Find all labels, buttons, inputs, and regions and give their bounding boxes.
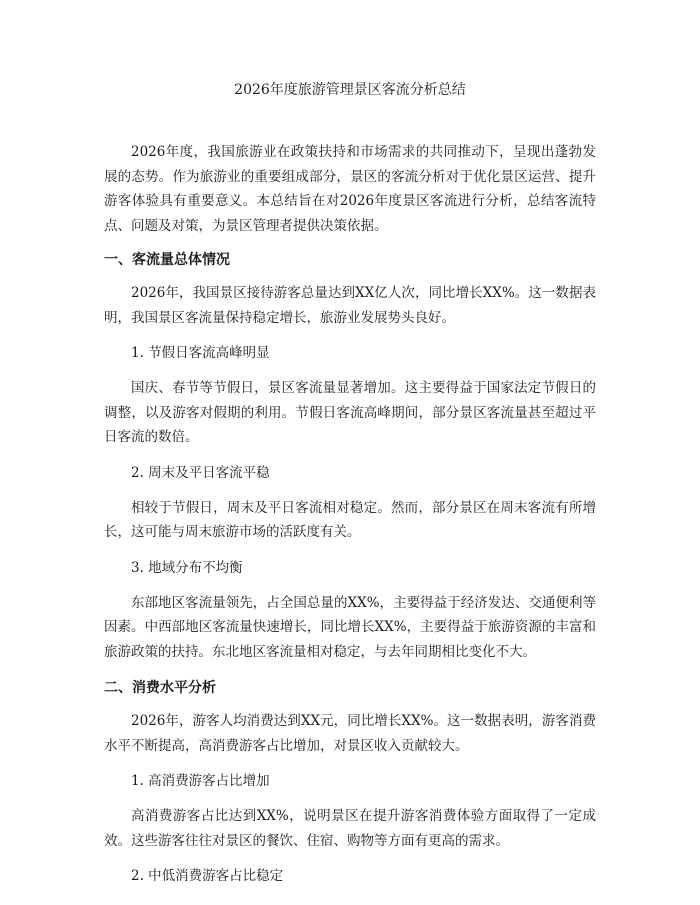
section-heading-consumption: 二、消费水平分析 — [104, 680, 216, 696]
subheading-mid-low-spenders: 2. 中低消费游客占比稳定 — [131, 868, 284, 884]
section-summary-consumption: 2026年，游客人均消费达到XX元，同比增长XX%。这一数据表明，游客消费水平不断提高，高消费游客占比增加，对景区收入贡献较大。 — [104, 713, 596, 754]
subheading-holiday-peak: 1. 节假日客流高峰明显 — [131, 345, 270, 361]
section-heading-traffic: 一、客流量总体情况 — [104, 252, 230, 268]
paragraph-holiday-peak: 国庆、春节等节假日，景区客流量显著增加。这主要得益于国家法定节假日的调整，以及游客对假期的利用。节假日客流高峰期间，部分景区客流量甚至超过平日客流的数倍。 — [104, 380, 596, 445]
intro-paragraph: 2026年度，我国旅游业在政策扶持和市场需求的共同推动下，呈现出蓬勃发展的态势。作为旅游业的重要组成部分，景区的客流分析对于优化景区运营、提升游客体验具有重要意义。本总结旨在对2026年度景区客流进行分析，总结客流特点、问题及对策，为景区管理者提供决策依据。 — [104, 144, 596, 234]
subheading-weekend-stable: 2. 周末及平日客流平稳 — [131, 464, 270, 481]
subheading-high-spenders: 1. 高消费游客占比增加 — [131, 773, 270, 789]
paragraph-high-spenders: 高消费游客占比达到XX%，说明景区在提升游客消费体验方面取得了一定成效。这些游客往往对景区的餐饮、住宿、购物等方面有更高的需求。 — [104, 808, 596, 849]
subheading-regional-imbalance: 3. 地域分布不均衡 — [131, 559, 243, 576]
document-body — [104, 140, 596, 888]
paragraph-weekend-stable: 相较于节假日，周末及平日客流相对稳定。然而，部分景区在周末客流有所增长，这可能与周末旅游市场的活跃度有关。 — [104, 499, 596, 540]
document-title: 2026年度旅游管理景区客流分析总结 — [234, 82, 466, 98]
section-summary-traffic: 2026年，我国景区接待游客总量达到XX亿人次，同比增长XX%。这一数据表明，我国景区客流量保持稳定增长，旅游业发展势头良好。 — [104, 285, 596, 326]
paragraph-regional-imbalance: 东部地区客流量领先，占全国总量的XX%，主要得益于经济发达、交通便利等因素。中西部地区客流量快速增长，同比增长XX%，主要得益于旅游资源的丰富和旅游政策的扶持。东北地区客流量相对稳定，与去年同期相比变化不大。 — [104, 594, 596, 660]
